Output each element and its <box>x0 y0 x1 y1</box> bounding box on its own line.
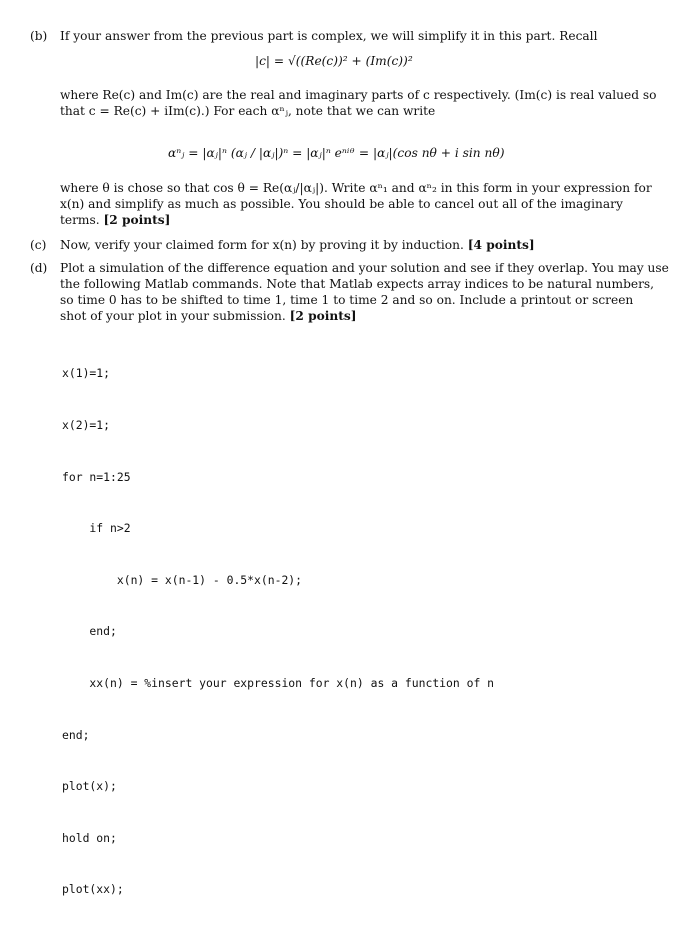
part-d-line-4-text: shot of your plot in your submission. <box>60 309 286 323</box>
part-d-points: [2 points] <box>289 309 357 323</box>
part-b-line-3: that c = Re(c) + iIm(c).) For each αⁿⱼ, note that we can write <box>60 104 436 118</box>
part-c-line-1 <box>60 237 648 253</box>
part-b-line-5: x(n) and simplify as much as possible. You should be able to cancel out all of the imaginary <box>60 197 623 211</box>
part-b-text <box>60 28 648 44</box>
polar-form-equation: αⁿⱼ = |αⱼ|ⁿ (αⱼ / |αⱼ|)ⁿ = |αⱼ|ⁿ eⁿⁱᶿ = |αⱼ|(cos nθ + i sin nθ) <box>168 146 505 160</box>
part-c-text <box>60 237 648 253</box>
part-c-points: [4 points] <box>467 238 535 252</box>
part-c-line-1-text: Now, verify your claimed form for x(n) by proving it by induction. <box>60 238 464 252</box>
part-b-text-3 <box>60 180 652 228</box>
part-d-label: (d) <box>30 261 48 275</box>
code-line: x(1)=1; <box>62 366 111 381</box>
code-line: x(2)=1; <box>62 418 111 432</box>
part-d-line-1: Plot a simulation of the difference equation and your solution and see if they overlap. You may use <box>60 261 669 275</box>
part-b-text-2 <box>60 87 657 119</box>
code-line: plot(xx); <box>62 882 124 897</box>
code-line: hold on; <box>62 830 117 845</box>
part-b-line-2: where Re(c) and Im(c) are the real and imaginary parts of c respectively. (Im(c) is real valued so <box>60 88 657 102</box>
part-d-text <box>60 260 669 324</box>
code-line: end; <box>62 727 90 742</box>
part-b-points: [2 points] <box>103 213 171 227</box>
part-b-line-4: where θ is chose so that cos θ = Re(αⱼ/|αⱼ|). Write αⁿ₁ and αⁿ₂ in this form in your expression for <box>60 181 652 195</box>
part-c-label: (c) <box>30 238 47 252</box>
part-d-line-2: the following Matlab commands. Note that Matlab expects array indices to be natural numbers, <box>60 277 655 291</box>
matlab-code-block <box>62 331 494 933</box>
part-b-line-6-text: terms. <box>60 213 100 227</box>
part-b-line-6 <box>60 212 648 228</box>
part-d-line-4 <box>60 308 648 324</box>
part-d-line-3: so time 0 has to be shifted to time 1, time 1 to time 2 and so on. Include a printout or screen <box>60 293 634 307</box>
code-line: end; <box>62 624 117 639</box>
code-line: for n=1:25 <box>62 469 131 484</box>
code-line: x(n) = x(n-1) - 0.5*x(n-2); <box>62 572 303 587</box>
part-b-line-1: If your answer from the previous part is complex, we will simplify it in this part. Recall <box>60 29 598 43</box>
code-line: if n>2 <box>62 521 131 536</box>
code-line: plot(x); <box>62 779 117 794</box>
part-b-label: (b) <box>30 29 48 43</box>
code-line: xx(n) = %insert your expression for x(n) as a function of n <box>62 675 495 690</box>
magnitude-equation: |c| = √((Re(c))² + (Im(c))² <box>255 54 413 68</box>
